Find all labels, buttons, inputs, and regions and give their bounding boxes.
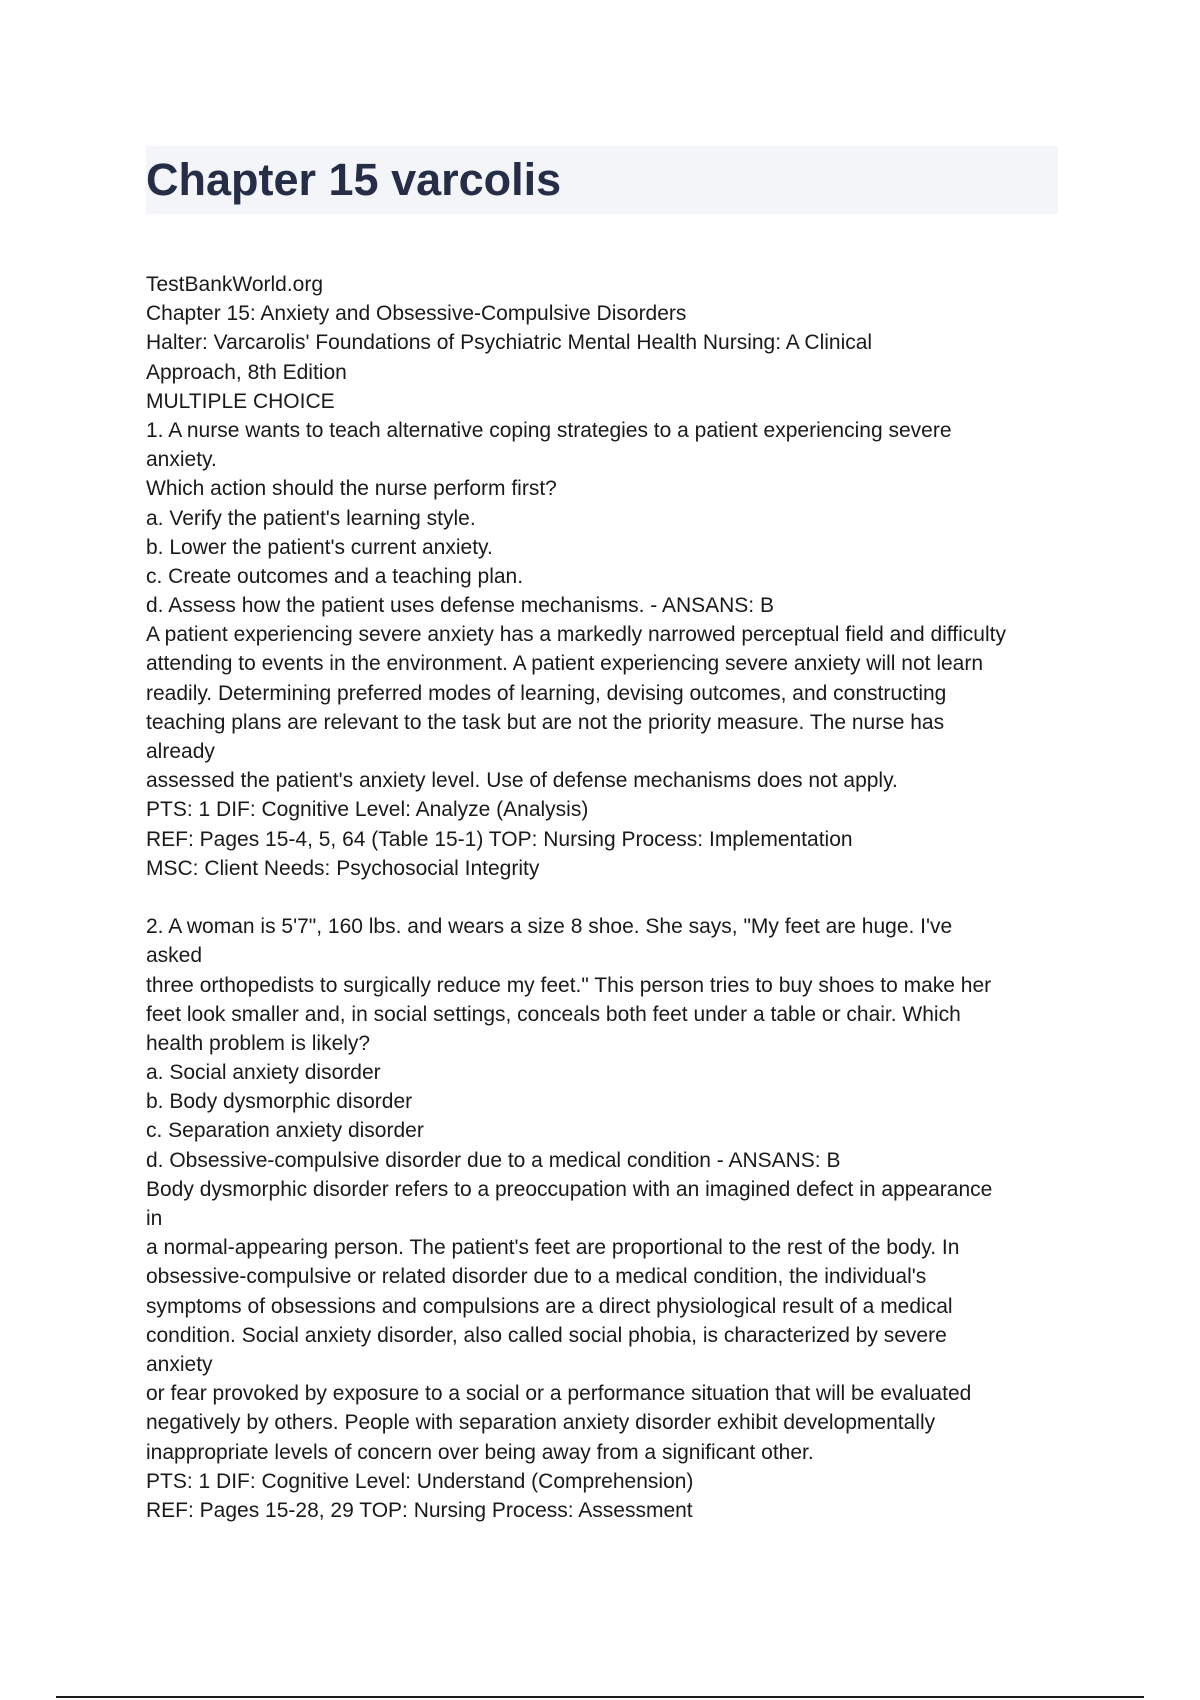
question-stem-line: 2. A woman is 5'7", 160 lbs. and wears a size 8 shoe. She says, "My feet are huge. I've [146, 915, 953, 939]
answer-option: c. Create outcomes and a teaching plan. [146, 564, 524, 588]
rationale-line: negatively by others. People with separation anxiety disorder exhibit developmentally [146, 1411, 936, 1435]
question-stem-line: asked [146, 944, 203, 968]
rationale-line: readily. Determining preferred modes of learning, devising outcomes, and constructing [146, 681, 947, 705]
answer-option: d. Assess how the patient uses defense mechanisms. - ANSANS: B [146, 594, 774, 618]
question-stem-line: anxiety. [146, 448, 217, 472]
question-stem-line: three orthopedists to surgically reduce my feet." This person tries to buy shoes to make her [146, 973, 992, 997]
question-stem-line: Which action should the nurse perform first? [146, 477, 557, 501]
rationale-line: or fear provoked by exposure to a social or a performance situation that will be evaluated [146, 1382, 972, 1406]
question-stem-line: feet look smaller and, in social settings, conceals both feet under a table or chair. Which [146, 1002, 961, 1026]
book-title-line: Halter: Varcarolis' Foundations of Psychiatric Mental Health Nursing: A Clinical [146, 331, 873, 355]
answer-option: c. Separation anxiety disorder [146, 1119, 424, 1143]
page-bottom-divider [56, 1696, 1144, 1698]
answer-option: a. Verify the patient's learning style. [146, 506, 476, 530]
rationale-line: A patient experiencing severe anxiety has a markedly narrowed perceptual field and difficulty [146, 623, 1006, 647]
rationale-line: a normal-appearing person. The patient's feet are proportional to the rest of the body. In [146, 1236, 960, 1260]
rationale-line: condition. Social anxiety disorder, also called social phobia, is characterized by severe [146, 1323, 947, 1347]
document-body [146, 270, 1066, 1525]
document-title: Chapter 15 varcolis [146, 154, 562, 205]
rationale-line: inappropriate levels of concern over being away from a significant other. [146, 1440, 814, 1464]
question-stem-line: 1. A nurse wants to teach alternative coping strategies to a patient experiencing severe [146, 418, 952, 442]
rationale-line: in [146, 1207, 163, 1230]
source-line: TestBankWorld.org [146, 273, 324, 296]
answer-option: d. Obsessive-compulsive disorder due to a medical condition - ANSANS: B [146, 1148, 841, 1172]
section-heading: MULTIPLE CHOICE [146, 389, 335, 413]
rationale-line: already [146, 740, 215, 763]
question-meta-line: REF: Pages 15-28, 29 TOP: Nursing Process: Assessment [146, 1498, 693, 1522]
question-meta-line: MSC: Client Needs: Psychosocial Integrity [146, 856, 540, 880]
answer-option: a. Social anxiety disorder [146, 1061, 381, 1085]
rationale-line: Body dysmorphic disorder refers to a preoccupation with an imagined defect in appearance [146, 1177, 993, 1201]
rationale-line: anxiety [146, 1352, 213, 1376]
rationale-line: assessed the patient's anxiety level. Use of defense mechanisms does not apply. [146, 769, 898, 793]
rationale-line: attending to events in the environment. A patient experiencing severe anxiety will not learn [146, 652, 984, 676]
question-meta-line: REF: Pages 15-4, 5, 64 (Table 15-1) TOP: Nursing Process: Implementation [146, 827, 853, 851]
rationale-line: obsessive-compulsive or related disorder due to a medical condition, the individual's [146, 1265, 927, 1289]
document-header [146, 270, 1066, 416]
question-meta-line: PTS: 1 DIF: Cognitive Level: Understand (Comprehension) [146, 1469, 694, 1493]
paragraph-spacer [146, 883, 1066, 912]
answer-option: b. Body dysmorphic disorder [146, 1090, 413, 1114]
question-stem-line: health problem is likely? [146, 1031, 371, 1055]
rationale-line: teaching plans are relevant to the task but are not the priority measure. The nurse has [146, 710, 945, 734]
answer-option: b. Lower the patient's current anxiety. [146, 535, 493, 559]
question-1 [146, 416, 1066, 883]
book-title-line: Approach, 8th Edition [146, 360, 347, 384]
rationale-line: symptoms of obsessions and compulsions are a direct physiological result of a medical [146, 1294, 953, 1318]
question-2 [146, 912, 1066, 1525]
question-meta-line: PTS: 1 DIF: Cognitive Level: Analyze (Analysis) [146, 798, 589, 822]
chapter-line: Chapter 15: Anxiety and Obsessive-Compulsive Disorders [146, 302, 687, 326]
